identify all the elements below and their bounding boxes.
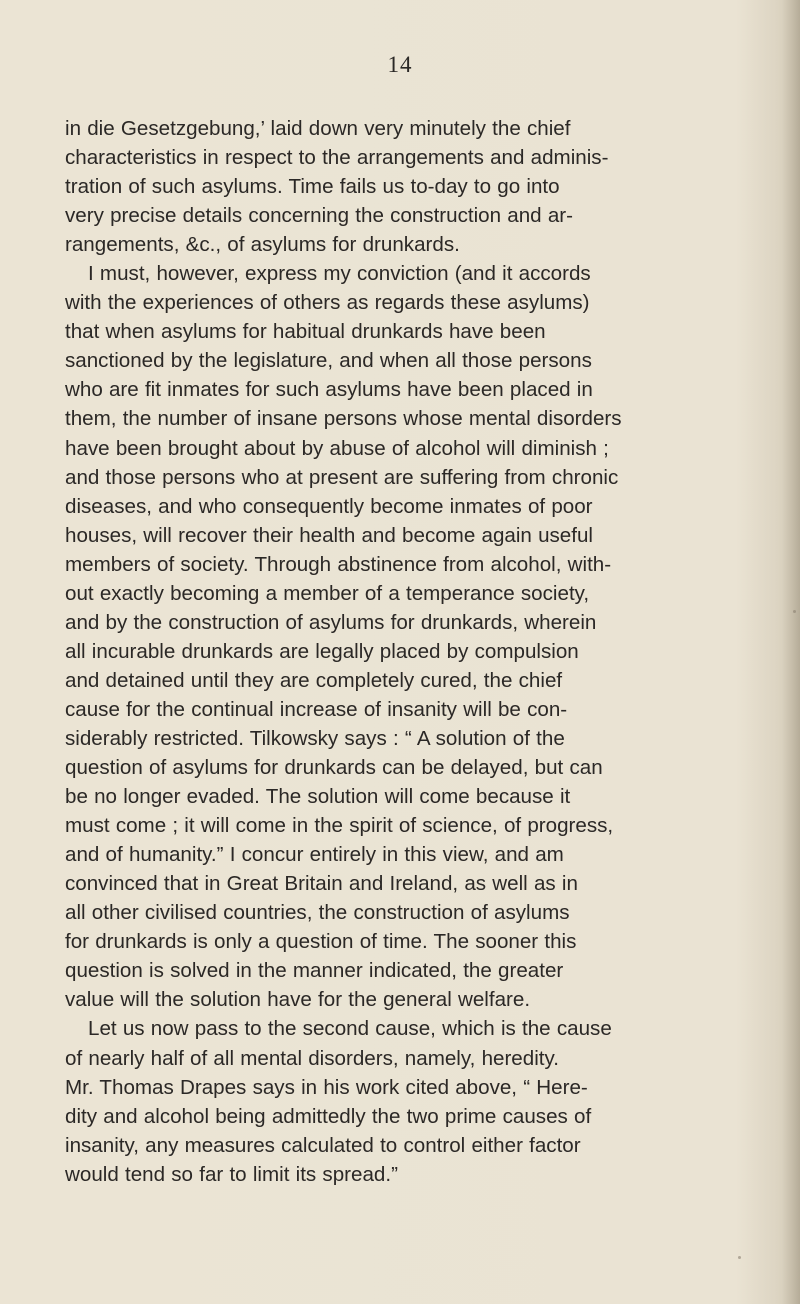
text-line: convinced that in Great Britain and Ireland, as well as in — [65, 872, 578, 896]
text-line: members of society. Through abstinence from alcohol, with- — [65, 552, 612, 576]
text-line: diseases, and who consequently become inmates of poor — [65, 494, 593, 518]
text-line: cause for the continual increase of insanity will be con- — [65, 697, 568, 721]
text-line: tration of such asylums. Time fails us to-day to go into — [65, 175, 560, 199]
text-line: question is solved in the manner indicated, the greater — [65, 959, 564, 983]
text-line: value will the solution have for the general welfare. — [65, 988, 531, 1012]
text-line: Let us now pass to the second cause, which is the cause — [88, 1017, 612, 1041]
text-line: all incurable drunkards are legally placed by compulsion — [65, 639, 579, 663]
text-line: must come ; it will come in the spirit of science, of progress, — [65, 814, 614, 838]
text-line: have been brought about by abuse of alcohol will diminish ; — [65, 436, 609, 460]
text-line: that when asylums for habitual drunkards have been — [65, 320, 546, 344]
text-line: houses, will recover their health and become again useful — [65, 523, 593, 547]
text-line: I must, however, express my conviction (and it accords — [88, 262, 591, 286]
text-line: Mr. Thomas Drapes says in his work cited above, “ Here- — [65, 1075, 588, 1099]
paper-speck — [738, 1256, 741, 1259]
text-line: sanctioned by the legislature, and when all those persons — [65, 349, 592, 373]
text-line: for drunkards is only a question of time. The sooner this — [65, 930, 577, 954]
text-line: would tend so far to limit its spread.” — [65, 1162, 398, 1186]
text-line: be no longer evaded. The solution will come because it — [65, 785, 571, 809]
text-line: them, the number of insane persons whose mental disorders — [65, 407, 622, 431]
page-number: 14 — [387, 52, 413, 77]
text-line: and by the construction of asylums for drunkards, wherein — [65, 610, 597, 634]
text-line: with the experiences of others as regards these asylums) — [65, 291, 590, 315]
text-line: siderably restricted. Tilkowsky says : “ A solution of the — [65, 726, 565, 750]
text-line: and those persons who at present are suffering from chronic — [65, 465, 619, 489]
text-line: and detained until they are completely cured, the chief — [65, 668, 563, 692]
text-line: very precise details concerning the construction and ar- — [65, 204, 573, 228]
text-line: insanity, any measures calculated to control either factor — [65, 1133, 581, 1157]
text-line: out exactly becoming a member of a temperance society, — [65, 581, 590, 605]
body-text — [65, 114, 785, 1189]
text-line: characteristics in respect to the arrangements and adminis- — [65, 146, 609, 170]
text-line: all other civilised countries, the construction of asylums — [65, 901, 570, 925]
text-line: of nearly half of all mental disorders, namely, heredity. — [65, 1046, 559, 1070]
paper-speck — [793, 610, 796, 613]
text-line: and of humanity.” I concur entirely in this view, and am — [65, 843, 564, 867]
text-line: question of asylums for drunkards can be delayed, but can — [65, 756, 603, 780]
text-line: who are fit inmates for such asylums have been placed in — [65, 378, 593, 402]
text-line: rangements, &c., of asylums for drunkards. — [65, 233, 460, 257]
text-line: in die Gesetzgebung,’ laid down very minutely the chief — [65, 117, 571, 140]
text-line: dity and alcohol being admittedly the two prime causes of — [65, 1104, 592, 1128]
